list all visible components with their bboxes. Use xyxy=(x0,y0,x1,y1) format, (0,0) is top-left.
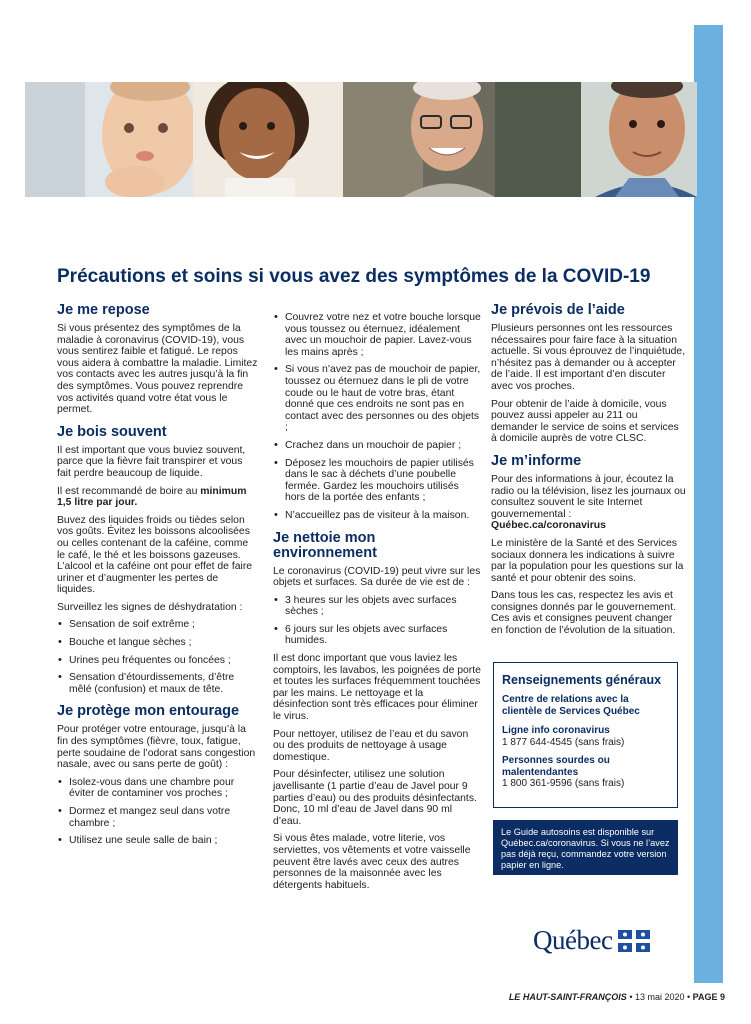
info-box-subtitle: Centre de relations avec la clientèle de Services Québec xyxy=(502,694,640,717)
column-left xyxy=(57,303,258,853)
info-line-label: Ligne info coronavirus xyxy=(502,725,610,736)
section-heading-help: Je prévois de l’aide xyxy=(491,302,625,318)
fleur-de-lis-flag-icon xyxy=(618,930,650,952)
list-item: • 3 heures sur les objets avec surfaces sèches ; xyxy=(273,595,481,618)
paragraph: Surveillez les signes de déshydratation : xyxy=(57,601,243,613)
guide-notice-box: Le Guide autosoins est disponible sur Québec.ca/coronavirus. Si vous ne l’avez pas déjà reçu, commandez votre version papier en ligne. xyxy=(493,820,678,875)
recommendation-text: Il est recommandé de boire au xyxy=(57,485,201,497)
quebec-wordmark: Québec xyxy=(533,925,613,955)
baby-photo xyxy=(25,82,198,197)
paragraph: Pour désinfecter, utilisez une solution javellisante (1 partie d’eau de Javel pour 9 parties d’eau) ou des produits désinfectants. Donc, 10 ml d’eau de Javel dans 90 ml d’eau. xyxy=(273,769,477,827)
list-item: • Sensation d’étourdissements, d’être mêlé (confusion) et maux de tête. xyxy=(57,672,258,695)
paragraph: Il est donc important que vous laviez les comptoirs, les lavabos, les poignées de porte et toutes les surfaces fréquemment touchées par les mains. Le nettoyage et la désinfection sont très efficaces pour éliminer le virus. xyxy=(273,653,481,723)
paragraph: Il est important que vous buviez souvent, parce que la fièvre fait transpirer et vous fait perdre beaucoup de liquide. xyxy=(57,444,246,479)
paragraph: Si vous présentez des symptômes de la maladie à coronavirus (COVID-19), vous vous sentirez faible et fatigué. Le repos vous aidera à combattre la maladie. Limitez vos contacts avec les autres jusqu’à la fin des symptômes. Vous pouvez reprendre vos activités quand votre état vous le permet. xyxy=(57,323,258,416)
info-box-title: Renseignements généraux xyxy=(502,673,662,687)
paragraph: Pour protéger votre entourage, jusqu’à la fin des symptômes (fièvre, toux, fatigue, perte soudaine de l’odorat sans congestion nasale, avec ou sans perte de goût) : xyxy=(57,724,256,771)
column-right xyxy=(491,303,686,643)
deaf-line-phone: 1 800 361-9596 (sans frais) xyxy=(502,778,625,789)
list-item: • Bouche et langue sèches ; xyxy=(57,637,258,649)
page-title: Précautions et soins si vous avez des symptômes de la COVID-19 xyxy=(57,266,651,287)
paragraph: Plusieurs personnes ont les ressources nécessaires pour faire face à la situation actuelle. Si vous éprouvez de l’inquiétude, n’hésitez pas à demander ou à accepter de l’aide. Il est important d’en discuter avec vos proches. xyxy=(491,323,686,392)
quebec-logo xyxy=(533,925,650,956)
publication-date: • 13 mai 2020 • xyxy=(626,992,693,1002)
paragraph: Buvez des liquides froids ou tièdes selon vos goûts. Évitez les boissons alcoolisées ou celles contenant de la caféine, comme le café, le thé et les boissons gazeuses. L’alcool et la caféine ont pour effet de faire uriner et d’augmenter les pertes de liquides. xyxy=(57,514,253,596)
paragraph: Le ministère de la Santé et des Services sociaux donnera les indications à suivre par la population pour les questions sur la santé et pour obtenir des soins. xyxy=(491,537,684,584)
section-heading-rest: Je me repose xyxy=(57,302,150,318)
paragraph: Le coronavirus (COVID-19) peut vivre sur les objets et surfaces. Sa durée de vie est de : xyxy=(273,565,481,589)
inform-text: Pour des informations à jour, écoutez la radio ou la télévision, lisez les journaux ou consultez souvent le site Internet gouvernemental : xyxy=(491,473,686,520)
list-item: • Couvrez votre nez et votre bouche lorsque vous toussez ou éternuez, idéalement avec un mouchoir de papier. Lavez-vous les mains après ; xyxy=(273,312,481,358)
page-number: PAGE 9 xyxy=(692,992,725,1002)
list-item: • N’accueillez pas de visiteur à la maison. xyxy=(273,510,481,522)
man-photo xyxy=(581,82,697,197)
list-item: • 6 jours sur les objets avec surfaces humides. xyxy=(273,624,481,647)
info-line-phone: 1 877 644-4545 (sans frais) xyxy=(502,736,625,748)
section-heading-inform: Je m’informe xyxy=(491,452,582,469)
sidebar-stripe xyxy=(694,25,723,983)
section-heading-protect: Je protège mon entourage xyxy=(57,703,240,720)
list-item: • Dormez et mangez seul dans votre chambre ; xyxy=(57,806,258,829)
section-heading-drink: Je bois souvent xyxy=(57,423,167,440)
list-item: • Crachez dans un mouchoir de papier ; xyxy=(273,440,481,452)
dehydration-signs-list xyxy=(57,619,258,695)
elderly-man-photo xyxy=(343,82,581,197)
list-item: • Déposez les mouchoirs de papier utilisés dans le sac à déchets d’une poubelle fermée. Gardez les mouchoirs utilisés hors de la portée des enfants ; xyxy=(273,458,481,504)
list-item: • Isolez-vous dans une chambre pour éviter de contaminer vos proches ; xyxy=(57,777,258,800)
section-heading-clean: Je nettoie mon environnement xyxy=(273,529,377,561)
photo-strip xyxy=(25,82,697,197)
list-item: • Sensation de soif extrême ; xyxy=(57,619,258,631)
paragraph: Pour obtenir de l’aide à domicile, vous pouvez aussi appeler au 211 ou demander le service de soins et services à domicile auprès de votre CLSC. xyxy=(491,398,679,445)
photo-strip-art xyxy=(25,82,697,197)
virus-lifespan-list xyxy=(273,595,481,647)
paragraph-recommendation xyxy=(57,486,258,509)
recommendation-amount: minimum 1,5 litre par jour. xyxy=(57,485,247,509)
paragraph: Pour nettoyer, utilisez de l’eau et du savon ou des produits de nettoyage à usage domestique. xyxy=(273,728,469,763)
general-info-box xyxy=(493,662,678,808)
publication-name: LE HAUT-SAINT-FRANÇOIS xyxy=(508,992,627,1002)
woman-photo xyxy=(193,82,343,197)
page-footer xyxy=(480,992,725,1002)
column-middle xyxy=(273,312,481,897)
paragraph: Dans tous les cas, respectez les avis et consignes donnés par le gouvernement. Ces avis et consignes peuvent changer en fonction de l’évolution de la situation. xyxy=(491,590,676,637)
list-item: • Utilisez une seule salle de bain ; xyxy=(57,835,258,847)
protect-list-continued xyxy=(273,312,481,522)
list-item: • Si vous n’avez pas de mouchoir de papier, toussez ou éternuez dans le pli de votre coude ou le haut de votre bras, étant donné que ces endroits ne sont pas en contact avec des personnes ou des objets ; xyxy=(273,364,481,434)
paragraph: Si vous êtes malade, votre literie, vos serviettes, vos vêtements et votre vaisselle peuvent être lavés avec ceux des autres personnes de la maisonnée avec les détergents habituels. xyxy=(273,833,471,891)
list-item: • Urines peu fréquentes ou foncées ; xyxy=(57,655,258,667)
protect-list xyxy=(57,777,258,847)
coronavirus-url[interactable]: Québec.ca/coronavirus xyxy=(491,520,606,532)
paragraph-inform xyxy=(491,474,686,532)
deaf-line-label: Personnes sourdes ou malentendantes xyxy=(502,755,610,778)
